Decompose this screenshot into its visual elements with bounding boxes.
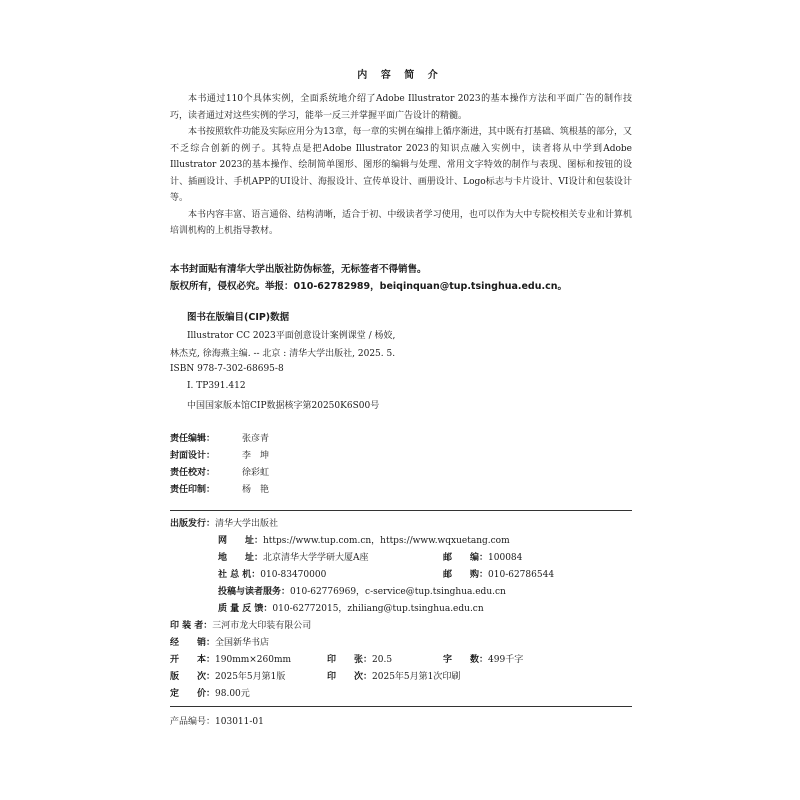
format-value: 190mm×260mm xyxy=(215,655,292,665)
intro-paragraph: 本书通过110个具体实例，全面系统地介绍了Adobe Illustrator 2023的基本操作方法和平面广告的制作技巧，读者通过对这些实例的学习，能举一反三并掌握平面广告设计的精髓。 xyxy=(170,94,632,121)
distributor-label: 经 销： xyxy=(170,638,216,648)
quality-label: 质 量 反 馈： xyxy=(218,604,273,614)
postcode-label: 邮 编： xyxy=(443,553,489,563)
printer-value: 三河市龙大印装有限公司 xyxy=(212,621,312,631)
switchboard-row xyxy=(218,567,326,580)
staff-label: 责任校对： xyxy=(170,468,216,478)
switchboard-value: 010-83470000 xyxy=(260,570,327,580)
printer-row xyxy=(170,618,311,631)
service-label: 投稿与读者服务： xyxy=(218,587,291,597)
mail-order-value: 010-62786544 xyxy=(488,570,555,580)
edition-row xyxy=(170,669,285,682)
website-label: 网 址： xyxy=(218,536,264,546)
printing-value: 2025年5月第1次印刷 xyxy=(372,672,461,682)
address-row xyxy=(218,550,369,563)
website-row xyxy=(218,533,510,546)
distributor-value: 全国新华书店 xyxy=(215,638,270,648)
edition-label: 版 次： xyxy=(170,672,216,682)
cip-line: 林杰克, 徐海燕主编. -- 北京 : 清华大学出版社, 2025. 5. xyxy=(170,349,396,359)
postcode-row xyxy=(443,550,522,563)
staff-row xyxy=(170,448,269,461)
format-label: 开 本： xyxy=(170,655,216,665)
printer-label: 印 装 者： xyxy=(170,621,213,631)
address-value: 北京清华大学学研大厦A座 xyxy=(263,553,369,563)
price-value: 98.00元 xyxy=(215,689,250,699)
distributor-row xyxy=(170,635,269,648)
product-number-value: 103011-01 xyxy=(215,717,264,727)
product-number-row xyxy=(170,714,264,727)
cip-title: 图书在版编目(CIP)数据 xyxy=(187,312,290,323)
cip-record-number: 中国国家版本馆CIP数据核字第20250K6S00号 xyxy=(187,401,380,411)
product-number-label: 产品编号： xyxy=(170,717,216,727)
intro-section xyxy=(170,91,632,240)
staff-value: 杨 艳 xyxy=(242,485,270,495)
staff-value: 张彦青 xyxy=(242,434,270,444)
cip-classification: Ⅰ. TP391.412 xyxy=(187,381,246,391)
format-row xyxy=(170,652,291,665)
words-value: 499千字 xyxy=(488,655,524,665)
publisher-label: 出版发行： xyxy=(170,519,216,529)
quality-row xyxy=(218,601,484,614)
publisher-row xyxy=(170,516,278,529)
mail-order-label: 邮 购： xyxy=(443,570,489,580)
words-label: 字 数： xyxy=(443,655,489,665)
anti-counterfeit-notice: 本书封面贴有清华大学出版社防伪标签，无标签者不得销售。 xyxy=(170,264,427,275)
edition-value: 2025年5月第1版 xyxy=(215,672,286,682)
price-row xyxy=(170,686,250,699)
mail-order-row xyxy=(443,567,554,580)
intro-paragraph: 本书按照软件功能及实际应用分为13章，每一章的实例在编排上循序渐进，其中既有打基础、筑根基的部分，又不乏综合创新的例子。其特点是把Adobe Illustrator 2023的知识点融入实例中，读者将从中学到Adobe Illustrator 2023的基本操作、绘制简单图形、图形的编辑与处理、常用文字特效的制作与表现、图标和按钮的设计、插画设计、手机APP的UI设计、海报设计、宣传单设计、画册设计、Logo标志与卡片设计、VI设计和包装设计等。 xyxy=(170,127,632,203)
address-label: 地 址： xyxy=(218,553,264,563)
switchboard-label: 社 总 机： xyxy=(218,570,261,580)
staff-row xyxy=(170,465,269,478)
staff-value: 徐彩虹 xyxy=(242,468,270,478)
website-value: https://www.tup.com.cn，https://www.wqxuetang.com xyxy=(263,536,510,546)
publisher-value: 清华大学出版社 xyxy=(215,519,279,529)
staff-row xyxy=(170,482,269,495)
copyright-notice: 版权所有，侵权必究。举报：010-62782989，beiqinquan@tup.tsinghua.edu.cn。 xyxy=(170,281,567,292)
price-label: 定 价： xyxy=(170,689,216,699)
staff-row xyxy=(170,431,269,444)
quality-value: 010-62772015，zhiliang@tup.tsinghua.edu.cn xyxy=(272,604,484,614)
divider xyxy=(170,510,632,511)
divider xyxy=(170,706,632,707)
printing-row xyxy=(327,669,460,682)
printing-label: 印 次： xyxy=(327,672,373,682)
sheets-row xyxy=(327,652,392,665)
service-row xyxy=(218,584,506,597)
staff-value: 李 坤 xyxy=(242,451,270,461)
staff-label: 封面设计： xyxy=(170,451,216,461)
cip-line: Illustrator CC 2023平面创意设计案例课堂 / 杨姣, xyxy=(187,331,396,341)
postcode-value: 100084 xyxy=(488,553,523,563)
intro-paragraph: 本书内容丰富、语言通俗、结构清晰，适合于初、中级读者学习使用，也可以作为大中专院校相关专业和计算机培训机构的上机指导教材。 xyxy=(170,209,632,236)
staff-label: 责任印制： xyxy=(170,485,216,495)
sheets-value: 20.5 xyxy=(372,655,393,665)
cip-isbn: ISBN 978-7-302-68695-8 xyxy=(170,364,284,374)
page-title: 内 容 简 介 xyxy=(357,70,443,81)
staff-label: 责任编辑： xyxy=(170,434,216,444)
sheets-label: 印 张： xyxy=(327,655,373,665)
words-row xyxy=(443,652,523,665)
service-value: 010-62776969，c-service@tup.tsinghua.edu.cn xyxy=(290,587,506,597)
